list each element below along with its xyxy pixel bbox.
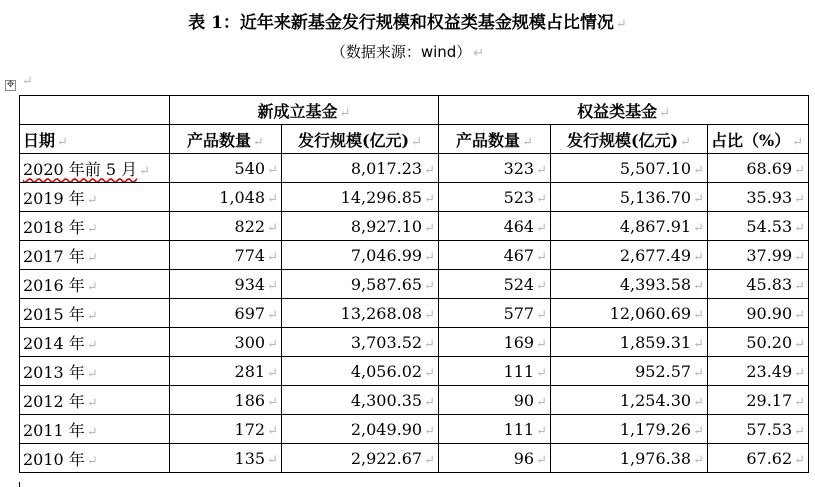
cell-equity-count-value: 169 bbox=[503, 332, 535, 352]
paragraph-mark-icon: ↵ bbox=[693, 423, 705, 439]
header-date: 日期 ↵ bbox=[20, 125, 170, 154]
paragraph-mark-icon: ↵ bbox=[267, 220, 278, 236]
cell-ratio bbox=[708, 386, 809, 415]
cell-date bbox=[20, 444, 170, 473]
paragraph-mark-icon: ↵ bbox=[267, 452, 278, 468]
cell-new-count-value: 697 bbox=[234, 303, 266, 323]
paragraph-mark-icon: ↵ bbox=[267, 307, 278, 323]
paragraph-mark-icon: ↵ bbox=[536, 423, 548, 439]
cell-ratio-value: 67.62 bbox=[746, 448, 793, 468]
cell-equity-count bbox=[439, 299, 551, 328]
table-row bbox=[20, 241, 809, 270]
table-row bbox=[20, 154, 809, 183]
cell-new-count-value: 186 bbox=[234, 390, 266, 410]
cell-new-count bbox=[170, 154, 282, 183]
paragraph-mark-icon: ↵ bbox=[536, 249, 548, 265]
cell-new-count bbox=[170, 415, 282, 444]
header-ratio: 占比（%） ↵ bbox=[708, 125, 809, 154]
cell-equity-count bbox=[439, 183, 551, 212]
cell-date bbox=[20, 415, 170, 444]
paragraph-mark-icon: ↵ bbox=[794, 307, 806, 323]
paragraph-mark-icon: ↵ bbox=[693, 452, 705, 468]
table-row bbox=[20, 212, 809, 241]
cell-date-value: 2018 年 bbox=[23, 217, 85, 237]
cell-new-scale-value: 4,300.35 bbox=[350, 390, 423, 410]
table-row bbox=[20, 183, 809, 212]
cell-date-value: 2015 年 bbox=[23, 304, 85, 324]
table-column-header-row bbox=[20, 125, 809, 154]
paragraph-mark-icon: ↵ bbox=[424, 191, 436, 207]
paragraph-mark-icon: ↵ bbox=[693, 249, 705, 265]
cell-new-count-value: 135 bbox=[234, 448, 266, 468]
cell-new-scale bbox=[282, 241, 439, 270]
cell-equity-scale bbox=[551, 386, 708, 415]
paragraph-mark-icon: ↵ bbox=[794, 249, 806, 265]
table-group-header-row bbox=[20, 96, 809, 125]
cell-equity-count bbox=[439, 415, 551, 444]
cell-new-count bbox=[170, 212, 282, 241]
paragraph-mark-icon: ↵ bbox=[267, 365, 278, 381]
cell-new-count-value: 172 bbox=[234, 419, 266, 439]
cell-equity-count-value: 577 bbox=[503, 303, 535, 323]
paragraph-mark-icon: ↵ bbox=[536, 394, 548, 410]
paragraph-mark-icon: ↵ bbox=[86, 366, 98, 382]
cell-date-value: 2011 年 bbox=[23, 420, 85, 440]
cell-ratio bbox=[708, 154, 809, 183]
table-row bbox=[20, 444, 809, 473]
header-new-fund-group: 新成立基金 ↵ bbox=[170, 96, 439, 125]
header-new-count: 产品数量 ↵ bbox=[170, 125, 282, 154]
table-caption bbox=[0, 10, 815, 38]
cell-new-scale-value: 8,927.10 bbox=[350, 216, 423, 236]
cell-date-value: 2020 年前 5 月 bbox=[23, 159, 138, 179]
cell-date-value: 2014 年 bbox=[23, 333, 85, 353]
table-row bbox=[20, 386, 809, 415]
cell-ratio bbox=[708, 299, 809, 328]
cell-equity-count-value: 323 bbox=[503, 158, 535, 178]
cell-equity-scale-value: 1,976.38 bbox=[619, 448, 692, 468]
cell-new-scale bbox=[282, 154, 439, 183]
paragraph-mark-icon: ↵ bbox=[86, 424, 98, 440]
header-equity-count: 产品数量 ↵ bbox=[439, 125, 551, 154]
paragraph-mark-icon: ↵ bbox=[86, 279, 98, 295]
paragraph-mark-icon: ↵ bbox=[424, 307, 436, 323]
cell-ratio-value: 54.53 bbox=[746, 216, 793, 236]
paragraph-mark-icon: ↵ bbox=[86, 221, 98, 237]
cell-ratio-value: 57.53 bbox=[746, 419, 793, 439]
cell-new-scale bbox=[282, 183, 439, 212]
cell-date-value: 2017 年 bbox=[23, 246, 85, 266]
paragraph-mark-icon: ↵ bbox=[536, 220, 548, 236]
paragraph-mark-icon: ↵ bbox=[267, 278, 278, 294]
paragraph-mark-icon: ↵ bbox=[693, 162, 705, 178]
cell-new-count bbox=[170, 328, 282, 357]
paragraph-mark-icon: ↵ bbox=[794, 394, 806, 410]
cell-new-count bbox=[170, 241, 282, 270]
paragraph-mark-icon: ↵ bbox=[424, 452, 436, 468]
cell-equity-count bbox=[439, 357, 551, 386]
paragraph-mark-icon: ↵ bbox=[424, 365, 436, 381]
cell-ratio bbox=[708, 241, 809, 270]
paragraph-mark-icon: ↵ bbox=[86, 192, 98, 208]
paragraph-mark-icon: ↵ bbox=[794, 162, 806, 178]
paragraph-mark-icon: ↵ bbox=[267, 249, 278, 265]
paragraph-mark-icon: ↵ bbox=[536, 365, 548, 381]
cell-date-value: 2010 年 bbox=[23, 449, 85, 469]
cell-new-count-value: 281 bbox=[234, 361, 266, 381]
cell-equity-scale-value: 952.57 bbox=[635, 361, 692, 381]
paragraph-mark-icon: ↵ bbox=[794, 365, 806, 381]
paragraph-mark-icon: ↵ bbox=[86, 453, 98, 469]
paragraph-mark-icon: ↵ bbox=[794, 423, 806, 439]
paragraph-mark-icon: ↵ bbox=[86, 337, 98, 353]
cell-equity-count-value: 111 bbox=[503, 361, 535, 381]
paragraph-mark-icon: ↵ bbox=[536, 162, 548, 178]
cell-equity-scale-value: 4,867.91 bbox=[619, 216, 692, 236]
cell-ratio bbox=[708, 212, 809, 241]
cell-new-count bbox=[170, 357, 282, 386]
cell-ratio-value: 68.69 bbox=[746, 158, 793, 178]
cell-ratio bbox=[708, 328, 809, 357]
cell-new-count bbox=[170, 299, 282, 328]
paragraph-mark-icon: ↵ bbox=[794, 278, 806, 294]
cell-equity-scale bbox=[551, 444, 708, 473]
cell-ratio-value: 23.49 bbox=[746, 361, 793, 381]
header-equity-fund-group: 权益类基金 ↵ bbox=[439, 96, 809, 125]
table-row bbox=[20, 328, 809, 357]
paragraph-mark-icon: ↵ bbox=[693, 191, 705, 207]
cell-date-value: 2019 年 bbox=[23, 188, 85, 208]
cell-equity-scale-value: 1,254.30 bbox=[619, 390, 692, 410]
cell-equity-scale bbox=[551, 270, 708, 299]
cell-ratio bbox=[708, 444, 809, 473]
cell-new-scale-value: 7,046.99 bbox=[350, 245, 423, 265]
table-continuation-edge bbox=[19, 482, 20, 487]
paragraph-mark-icon: ↵ bbox=[536, 336, 548, 352]
cell-date bbox=[20, 270, 170, 299]
cell-new-count-value: 1,048 bbox=[219, 187, 266, 207]
paragraph-mark-icon: ↵ bbox=[794, 191, 806, 207]
table-row bbox=[20, 270, 809, 299]
paragraph-mark-icon: ↵ bbox=[794, 336, 806, 352]
cell-equity-scale bbox=[551, 328, 708, 357]
data-source-text: （数据来源：wind） bbox=[330, 43, 472, 61]
cell-equity-scale bbox=[551, 415, 708, 444]
table-row bbox=[20, 415, 809, 444]
cell-new-scale-value: 13,268.08 bbox=[340, 303, 423, 323]
cell-new-scale bbox=[282, 328, 439, 357]
cell-date bbox=[20, 328, 170, 357]
cell-new-count bbox=[170, 270, 282, 299]
cell-new-count-value: 540 bbox=[234, 158, 266, 178]
paragraph-mark-icon: ↵ bbox=[794, 220, 806, 236]
cell-equity-scale-value: 5,136.70 bbox=[619, 187, 692, 207]
table-row bbox=[20, 299, 809, 328]
cell-equity-count-value: 524 bbox=[503, 274, 535, 294]
cell-new-scale bbox=[282, 415, 439, 444]
table-row bbox=[20, 357, 809, 386]
fund-data-table bbox=[19, 95, 809, 473]
cell-equity-count bbox=[439, 212, 551, 241]
paragraph-mark-icon: ↵ bbox=[424, 220, 436, 236]
cell-new-scale-value: 2,049.90 bbox=[350, 419, 423, 439]
paragraph-mark-icon: ↵ bbox=[267, 162, 278, 178]
data-source-note bbox=[0, 40, 815, 66]
cell-equity-count-value: 523 bbox=[503, 187, 535, 207]
cell-ratio bbox=[708, 183, 809, 212]
header-empty-cell bbox=[20, 96, 170, 125]
cell-equity-count-value: 90 bbox=[513, 390, 535, 410]
cell-equity-count bbox=[439, 328, 551, 357]
cell-date bbox=[20, 183, 170, 212]
paragraph-mark-icon: ↵ bbox=[424, 278, 436, 294]
paragraph-mark-icon: ↵ bbox=[693, 307, 705, 323]
cell-equity-count-value: 96 bbox=[513, 448, 535, 468]
cell-equity-scale bbox=[551, 299, 708, 328]
cell-date bbox=[20, 154, 170, 183]
cell-new-scale-value: 4,056.02 bbox=[350, 361, 423, 381]
cell-ratio bbox=[708, 357, 809, 386]
cell-equity-count bbox=[439, 154, 551, 183]
cell-date bbox=[20, 386, 170, 415]
paragraph-mark-icon: ↵ bbox=[22, 74, 33, 89]
paragraph-mark-icon: ↵ bbox=[536, 278, 548, 294]
paragraph-mark-icon: ↵ bbox=[86, 395, 98, 411]
cell-equity-count-value: 111 bbox=[503, 419, 535, 439]
paragraph-mark-icon: ↵ bbox=[693, 220, 705, 236]
cell-new-scale-value: 3,703.52 bbox=[350, 332, 423, 352]
cell-equity-scale bbox=[551, 357, 708, 386]
cell-date bbox=[20, 299, 170, 328]
paragraph-mark-icon: ↵ bbox=[693, 394, 705, 410]
cell-equity-count bbox=[439, 270, 551, 299]
cell-equity-scale-value: 5,507.10 bbox=[619, 158, 692, 178]
cell-equity-count bbox=[439, 386, 551, 415]
header-new-scale: 发行规模(亿元) ↵ bbox=[282, 125, 439, 154]
cell-equity-count bbox=[439, 444, 551, 473]
cell-equity-count-value: 464 bbox=[503, 216, 535, 236]
cell-new-scale bbox=[282, 357, 439, 386]
cell-ratio-value: 37.99 bbox=[746, 245, 793, 265]
cell-new-scale-value: 2,922.67 bbox=[350, 448, 423, 468]
cell-equity-scale-value: 4,393.58 bbox=[619, 274, 692, 294]
cell-new-count-value: 822 bbox=[234, 216, 266, 236]
cell-new-scale bbox=[282, 212, 439, 241]
paragraph-mark-icon: ↵ bbox=[424, 423, 436, 439]
cell-ratio-value: 50.20 bbox=[746, 332, 793, 352]
paragraph-mark-icon: ↵ bbox=[536, 452, 548, 468]
paragraph-mark-icon: ↵ bbox=[424, 394, 436, 410]
cell-date-value: 2016 年 bbox=[23, 275, 85, 295]
table-caption-text: 表 1：近年来新基金发行规模和权益类基金规模占比情况 bbox=[188, 13, 614, 33]
paragraph-mark-icon: ↵ bbox=[693, 278, 705, 294]
cell-new-scale bbox=[282, 299, 439, 328]
paragraph-mark-icon: ↵ bbox=[536, 191, 548, 207]
cell-new-scale-value: 9,587.65 bbox=[350, 274, 423, 294]
paragraph-mark-icon: ↵ bbox=[267, 423, 278, 439]
paragraph-mark-icon: ↵ bbox=[424, 336, 436, 352]
cell-ratio-value: 35.93 bbox=[746, 187, 793, 207]
cell-new-count bbox=[170, 183, 282, 212]
cell-new-scale bbox=[282, 444, 439, 473]
cell-ratio bbox=[708, 270, 809, 299]
paragraph-mark-icon: ↵ bbox=[139, 163, 151, 179]
cell-new-scale-value: 8,017.23 bbox=[350, 158, 423, 178]
paragraph-mark-icon: ↵ bbox=[424, 249, 436, 265]
cell-new-count bbox=[170, 444, 282, 473]
paragraph-mark-icon: ↵ bbox=[267, 336, 278, 352]
cell-equity-count-value: 467 bbox=[503, 245, 535, 265]
cell-equity-scale-value: 1,179.26 bbox=[619, 419, 692, 439]
paragraph-mark-icon: ↵ bbox=[536, 307, 548, 323]
paragraph-mark-icon: ↵ bbox=[86, 250, 98, 266]
cell-date-value: 2012 年 bbox=[23, 391, 85, 411]
cell-equity-scale-value: 1,859.31 bbox=[619, 332, 692, 352]
header-equity-scale: 发行规模(亿元) ↵ bbox=[551, 125, 708, 154]
paragraph-mark-icon: ↵ bbox=[794, 452, 806, 468]
move-handle-icon[interactable]: ✥ bbox=[6, 80, 15, 90]
cell-ratio-value: 45.83 bbox=[746, 274, 793, 294]
cell-ratio-value: 29.17 bbox=[746, 390, 793, 410]
cell-new-scale-value: 14,296.85 bbox=[340, 187, 423, 207]
paragraph-mark-icon: ↵ bbox=[267, 191, 278, 207]
cell-date-value: 2013 年 bbox=[23, 362, 85, 382]
cell-new-count-value: 774 bbox=[234, 245, 266, 265]
cell-date bbox=[20, 212, 170, 241]
paragraph-mark-icon: ↵ bbox=[693, 336, 705, 352]
paragraph-mark-icon: ↵ bbox=[424, 162, 436, 178]
cell-new-scale bbox=[282, 270, 439, 299]
cell-equity-scale-value: 2,677.49 bbox=[619, 245, 692, 265]
paragraph-mark-icon: ↵ bbox=[615, 17, 627, 32]
cell-date bbox=[20, 241, 170, 270]
cell-ratio-value: 90.90 bbox=[746, 303, 793, 323]
cell-equity-count bbox=[439, 241, 551, 270]
cell-new-count-value: 300 bbox=[234, 332, 266, 352]
cell-new-scale bbox=[282, 386, 439, 415]
cell-new-count bbox=[170, 386, 282, 415]
cell-new-count-value: 934 bbox=[234, 274, 266, 294]
paragraph-mark-icon: ↵ bbox=[267, 394, 278, 410]
cell-equity-scale bbox=[551, 154, 708, 183]
cell-date bbox=[20, 357, 170, 386]
cell-ratio bbox=[708, 415, 809, 444]
cell-equity-scale bbox=[551, 183, 708, 212]
cell-equity-scale bbox=[551, 212, 708, 241]
paragraph-mark-icon: ↵ bbox=[473, 46, 485, 61]
cell-equity-scale bbox=[551, 241, 708, 270]
paragraph-mark-icon: ↵ bbox=[693, 365, 705, 381]
cell-equity-scale-value: 12,060.69 bbox=[609, 303, 692, 323]
paragraph-mark-icon: ↵ bbox=[86, 308, 98, 324]
